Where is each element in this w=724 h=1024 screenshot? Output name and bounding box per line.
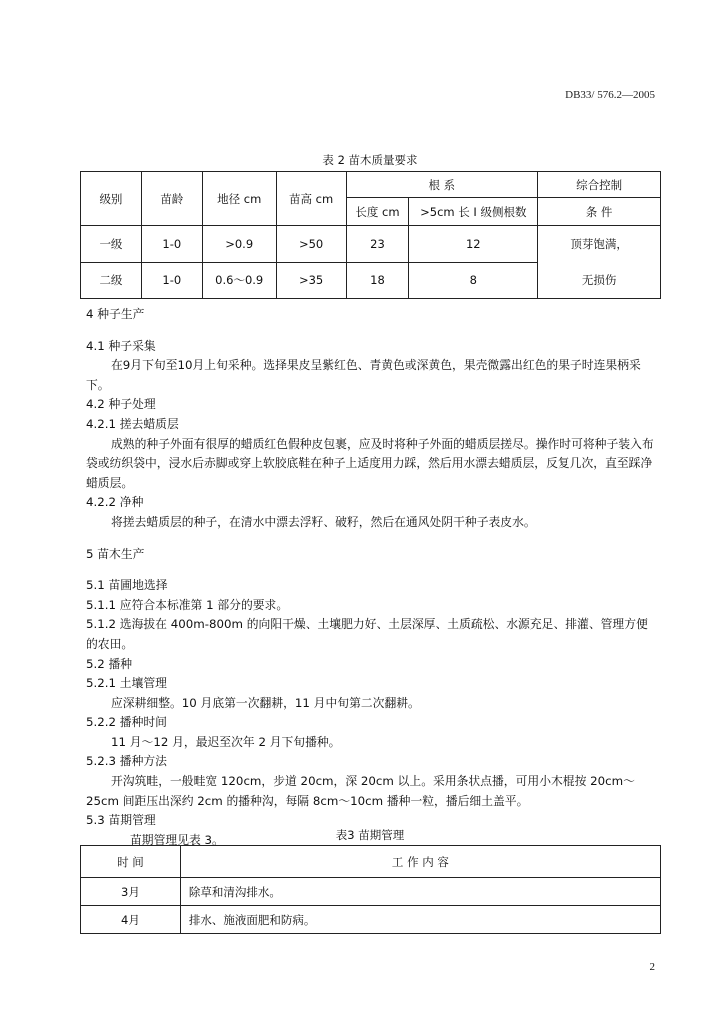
section-4-2-heading: 4.2 种子处理 [86,397,156,412]
cell-height: >35 [276,262,346,299]
cell-height: >50 [276,226,346,263]
section-4-2-2-text: 将搓去蜡质层的种子，在清水中漂去浮籽、破籽，然后在通风处阴干种子表皮水。 [111,514,536,529]
section-4-heading: 4 种子生产 [86,307,145,321]
section-4-1-text: 在9月下旬至10月上旬采种。选择果皮呈紫红色、青黄色或深黄色，果壳微露出红色的果子时连果柄采下。 [86,358,641,392]
cell-length: 23 [346,226,409,263]
section-5-2-1-heading: 5.2.1 土壤管理 [86,676,167,691]
cell-age: 1-0 [141,226,202,263]
table-row [81,878,661,906]
section-5-2-2-heading: 5.2.2 播种时间 [86,715,167,730]
cell-age: 1-0 [141,262,202,299]
cell-diameter: 0.6～0.9 [202,262,276,299]
table3-caption: 表3 苗期管理 [335,828,405,842]
cell-time: 4月 [81,906,181,934]
section-5-2-1-text: 应深耕细整。10 月底第一次翻耕，11 月中旬第二次翻耕。 [111,695,420,710]
cell-time: 3月 [81,878,181,906]
cell-grade: 二级 [81,262,142,299]
table3 [80,845,661,934]
section-5-1-heading: 5.1 苗圃地选择 [86,578,168,593]
header-control-2: 条 件 [538,198,661,226]
section-4-2-1-text: 成熟的种子外面有很厚的蜡质红色假种皮包裹，应及时将种子外面的蜡质层搓尽。操作时可将种子装入布袋或纺织袋中，浸水后赤脚或穿上软胶底鞋在种子上适度用力踩，然后用水漂去蜡质层，反复几次，直至踩净蜡质层。 [86,436,654,490]
section-5-1-2-text: 5.1.2 选海拔在 400m-800m 的向阳干燥、土壤肥力好、土层深厚、土质疏松、水源充足、排灌、管理方便的农田。 [86,617,648,651]
cell-grade: 一级 [81,226,142,263]
standard-code: DB33/ 576.2—2005 [565,89,655,101]
section-5-2-3-text: 开沟筑畦，一般畦宽 120cm，步道 20cm，深 20cm 以上。采用条状点播，可用小木棍按 20cm～25cm 间距压出深约 2cm 的播种沟，每隔 8cm～10cm 播种一粒，播后细土盖平。 [86,774,635,808]
header-work: 工 作 内 容 [180,846,660,878]
section-5-1-1-text: 5.1.1 应符合本标准第 1 部分的要求。 [86,597,289,612]
table2 [80,171,661,299]
cell-length: 18 [346,262,409,299]
section-4-2-1-heading: 4.2.1 搓去蜡质层 [86,416,179,431]
table-row [81,906,661,934]
section-4-1-heading: 4.1 种子采集 [86,338,156,353]
header-time: 时 间 [81,846,181,878]
cell-work: 排水、施液面肥和防病。 [180,906,660,934]
table2-caption: 表 2 苗木质量要求 [322,153,418,167]
cell-control [538,226,661,299]
section-5-heading: 5 苗木生产 [86,546,145,561]
body-content [86,305,658,850]
control-line-1: 顶芽饱满， [570,237,628,251]
cell-count: 8 [409,262,538,299]
table-row [81,226,661,263]
section-5-3-heading: 5.3 苗期管理 [86,813,156,828]
page-number: 2 [649,961,655,973]
header-control-1: 综合控制 [538,172,661,198]
section-4-2-2-heading: 4.2.2 净种 [86,495,144,510]
header-root-count: >5cm 长 I 级侧根数 [409,198,538,226]
header-root-length: 长度 cm [346,198,409,226]
section-5-2-3-heading: 5.2.3 播种方法 [86,754,167,769]
cell-work: 除草和清沟排水。 [180,878,660,906]
section-5-2-heading: 5.2 播种 [86,656,133,671]
cell-count: 12 [409,226,538,263]
header-grade: 级别 [81,172,142,226]
header-diameter: 地径 cm [202,172,276,226]
control-line-2: 无损伤 [581,273,617,287]
header-height: 苗高 cm [276,172,346,226]
cell-diameter: >0.9 [202,226,276,263]
section-5-2-2-text: 11 月～12 月，最迟至次年 2 月下旬播种。 [111,734,341,749]
header-age: 苗龄 [141,172,202,226]
header-root: 根 系 [346,172,538,198]
section-5-3-text: 苗期管理见表 3。 [130,832,224,847]
